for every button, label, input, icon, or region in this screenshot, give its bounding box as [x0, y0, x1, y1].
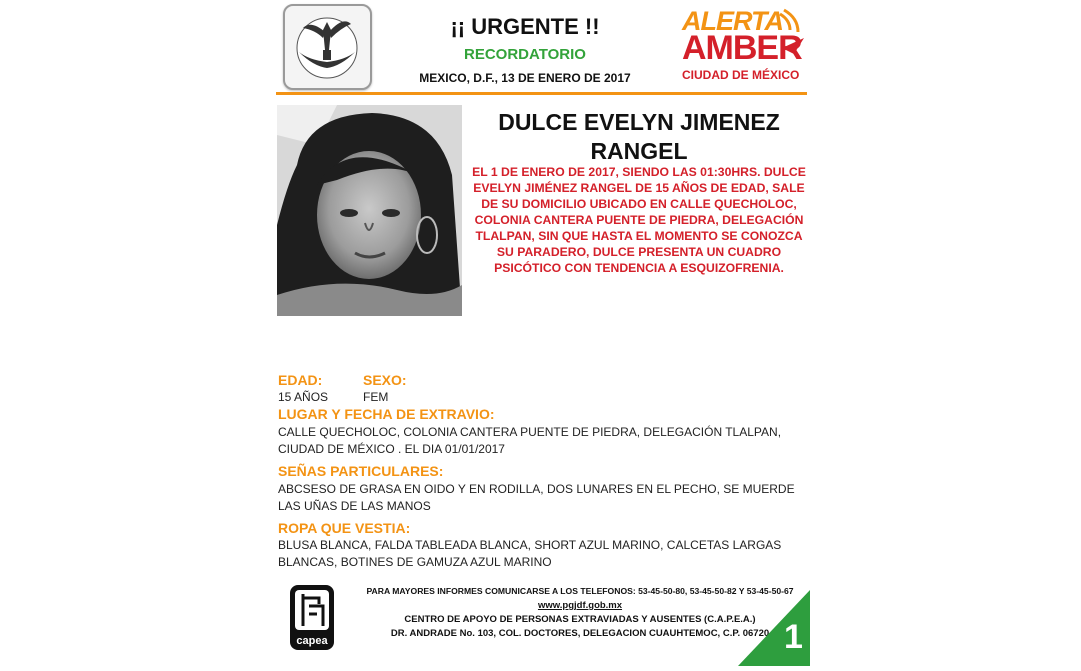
amber-logo-line3: CIUDAD DE MÉXICO [682, 68, 800, 82]
urgent-heading: ¡¡ URGENTE !! [450, 14, 600, 39]
reminder-subheading: RECORDATORIO [464, 46, 586, 63]
marks-label: SEÑAS PARTICULARES: [278, 463, 444, 479]
capea-logo-text: capea [296, 635, 328, 647]
person-name: DULCE EVELYN JIMENEZ RANGEL [498, 109, 780, 164]
page-number: 1 [784, 618, 803, 656]
age-label: EDAD: [278, 372, 323, 388]
incident-description: EL 1 DE ENERO DE 2017, SIENDO LAS 01:30HRS. DULCE EVELYN JIMÉNEZ RANGEL DE 15 AÑOS DE EDAD, SALE DE SU DOMICILIO UBICADO EN CALLE QUECHOLOC, COLONIA CANTERA PUENTE DE PIEDRA, DELEGACIÓN TLALPAN, SIN QUE HASTA EL MOMENTO SE CONOZCA SU PARADERO, DULCE PRESENTA UN CUADRO PSICÓTICO CON TENDENCIA A ESQUIZOFRENIA. [472, 165, 806, 275]
dateline: MEXICO, D.F., 13 DE ENERO DE 2017 [419, 71, 631, 85]
center-name: CENTRO DE APOYO DE PERSONAS EXTRAVIADAS Y AUSENTES (C.A.P.E.A.) [404, 614, 756, 625]
clothes-label: ROPA QUE VESTIA: [278, 520, 411, 536]
portrait-image [277, 105, 462, 316]
marks-value: ABCSESO DE GRASA EN OIDO Y EN RODILLA, DOS LUNARES EN EL PECHO, SE MUERDE LAS UÑAS DE LAS MANOS [278, 482, 795, 513]
place-label: LUGAR Y FECHA DE EXTRAVIO: [278, 406, 495, 422]
pgj-emblem-logo [283, 4, 372, 90]
contact-phones: PARA MAYORES INFORMES COMUNICARSE A LOS TELEFONOS: 53-45-50-80, 53-45-50-82 Y 53-45-50-67 [366, 586, 794, 596]
place-value: CALLE QUECHOLOC, COLONIA CANTERA PUENTE DE PIEDRA, DELEGACIÓN TLALPAN, CIUDAD DE MÉXICO . EL DIA 01/01/2017 [278, 425, 782, 456]
amber-logo-line2: AMBER [682, 29, 802, 67]
angel-emblem-icon [285, 6, 370, 88]
sex-label: SEXO: [363, 372, 407, 388]
website-link[interactable]: www.pgjdf.gob.mx [537, 600, 623, 611]
center-address: DR. ANDRADE No. 103, COL. DOCTORES, DELEGACION CUAUHTEMOC, C.P. 06720 [390, 628, 770, 639]
capea-logo-icon [289, 584, 335, 651]
capea-logo [289, 584, 335, 651]
missing-person-photo [277, 105, 462, 316]
age-value: 15 AÑOS [278, 390, 329, 404]
clothes-value: BLUSA BLANCA, FALDA TABLEADA BLANCA, SHORT AZUL MARINO, CALCETAS LARGAS BLANCAS, BOTINES DE GAMUZA AZUL MARINO [278, 538, 782, 569]
amber-logo-line1: ALERTA [682, 6, 783, 36]
header-divider [276, 92, 807, 95]
sex-value: FEM [363, 390, 389, 404]
